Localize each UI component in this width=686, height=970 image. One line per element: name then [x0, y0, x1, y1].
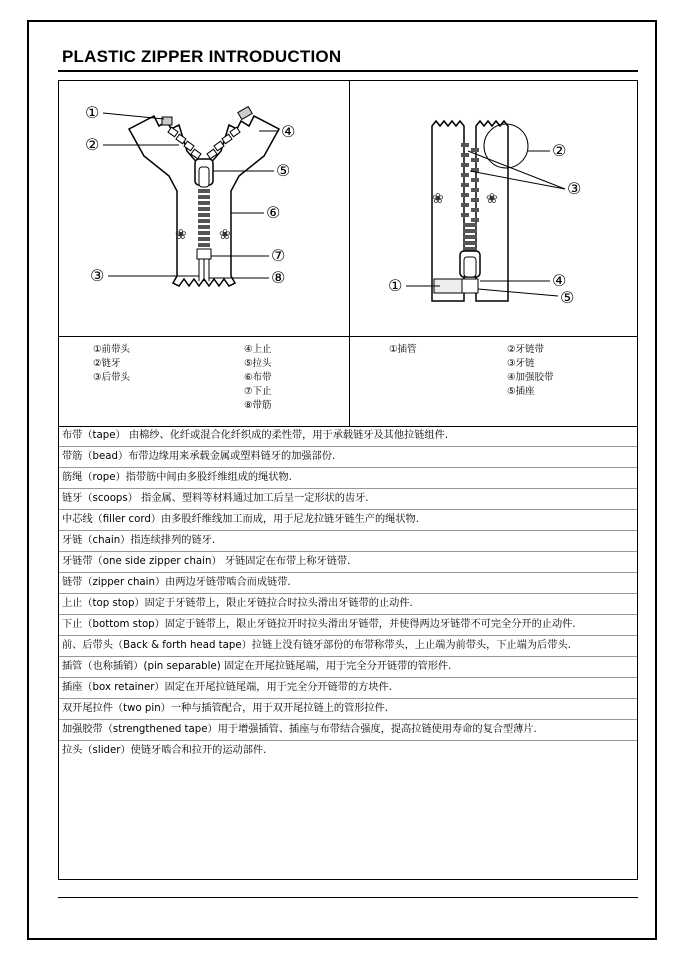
left-marker-6: ⑥ — [266, 203, 281, 222]
definition-head-tape: 前、后带头（Back & forth head tape）拉链上没有链牙部份的布带称带头，上止端为前带头，下止端为后带头. — [59, 636, 637, 657]
svg-text:❀: ❀ — [175, 227, 187, 243]
definition-strengthened-tape: 加强胶带（strengthened tape）用于增强插管、插座与布带结合强度，提高拉链使用寿命的复合型薄片. — [59, 720, 637, 741]
right-marker-2: ② — [552, 141, 567, 160]
diagram-row — [59, 81, 637, 337]
legend-left-4: ④上止 — [244, 344, 272, 355]
closed-zipper-diagram — [59, 81, 349, 336]
svg-text:❀: ❀ — [486, 191, 498, 207]
right-marker-1: ① — [388, 276, 403, 295]
legend-right-3: ③牙链 — [507, 358, 535, 369]
left-marker-4: ④ — [281, 122, 296, 141]
right-marker-3: ③ — [567, 179, 582, 198]
right-marker-4: ④ — [552, 271, 567, 290]
definition-tape: 布带（tape） 由棉纱、化纤或混合化纤织成的柔性带，用于承载链牙及其他拉链组件. — [59, 426, 637, 447]
left-marker-1: ① — [85, 103, 100, 122]
legend-left-3: ③后带头 — [93, 372, 131, 383]
legend-left-7: ⑦下止 — [244, 386, 272, 397]
footer-rule — [58, 897, 638, 898]
left-marker-2: ② — [85, 135, 100, 154]
definition-one-side-chain: 牙链带（one side zipper chain） 牙链固定在布带上称牙链带. — [59, 552, 637, 573]
legend-row — [59, 336, 637, 427]
definition-top-stop: 上止（top stop）固定于牙链带上，限止牙链拉合时拉头滑出牙链带的止动件. — [59, 594, 637, 615]
left-marker-3: ③ — [90, 266, 105, 285]
left-marker-8: ⑧ — [271, 268, 286, 287]
legend-left-5: ⑤拉头 — [244, 358, 272, 369]
definition-two-pin: 双开尾拉件（two pin）一种与插管配合，用于双开尾拉链上的管形拉件. — [59, 699, 637, 720]
definition-filler-cord: 中芯线（filler cord）由多股纤维线加工而成，用于尼龙拉链牙链生产的绳状物. — [59, 510, 637, 531]
definition-slider: 拉头（slider）使链牙啮合和拉开的运动部件. — [62, 745, 267, 756]
definition-chain: 牙链（chain）指连续排列的链牙. — [59, 531, 637, 552]
definition-bottom-stop: 下止（bottom stop）固定于链带上，限止牙链拉开时拉头滑出牙链带，并使得两边牙链带不可完全分开的止动件. — [59, 615, 637, 636]
legend-right-2: ②牙链带 — [507, 344, 545, 355]
definition-pin-separable: 插管（也称插销）(pin separable) 固定在开尾拉链尾端，用于完全分开链带的管形件. — [59, 657, 637, 678]
definition-bead: 带筋（bead）布带边缘用来承载金属或塑料链牙的加强部份. — [59, 447, 637, 468]
title-underline — [58, 70, 638, 72]
definition-box-retainer: 插座（box retainer）固定在开尾拉链尾端，用于完全分开链带的方块件. — [59, 678, 637, 699]
right-marker-5: ⑤ — [560, 288, 575, 307]
legend-right-1: ①插管 — [389, 344, 417, 355]
page-title: PLASTIC ZIPPER INTRODUCTION — [62, 47, 342, 66]
left-marker-5: ⑤ — [276, 161, 291, 180]
definition-rope: 筋绳（rope）指带筋中间由多股纤维组成的绳状物. — [59, 468, 637, 489]
legend-left-2: ②链牙 — [93, 358, 121, 369]
content-table — [58, 80, 638, 880]
open-zipper-diagram — [350, 81, 638, 336]
left-marker-7: ⑦ — [271, 246, 286, 265]
svg-text:❀: ❀ — [219, 227, 231, 243]
definition-zipper-chain: 链带（zipper chain）由两边牙链带啮合而成链带. — [59, 573, 637, 594]
legend-left-8: ⑧带筋 — [244, 400, 272, 411]
definitions-list — [59, 426, 637, 761]
legend-right-4: ④加强胶带 — [507, 372, 554, 383]
legend-right-5: ⑤插座 — [507, 386, 535, 397]
definition-scoops: 链牙（scoops） 指金属、塑料等材料通过加工后呈一定形状的齿牙. — [59, 489, 637, 510]
svg-text:❀: ❀ — [432, 191, 444, 207]
legend-left-1: ①前带头 — [93, 344, 131, 355]
legend-left-6: ⑥布带 — [244, 372, 272, 383]
